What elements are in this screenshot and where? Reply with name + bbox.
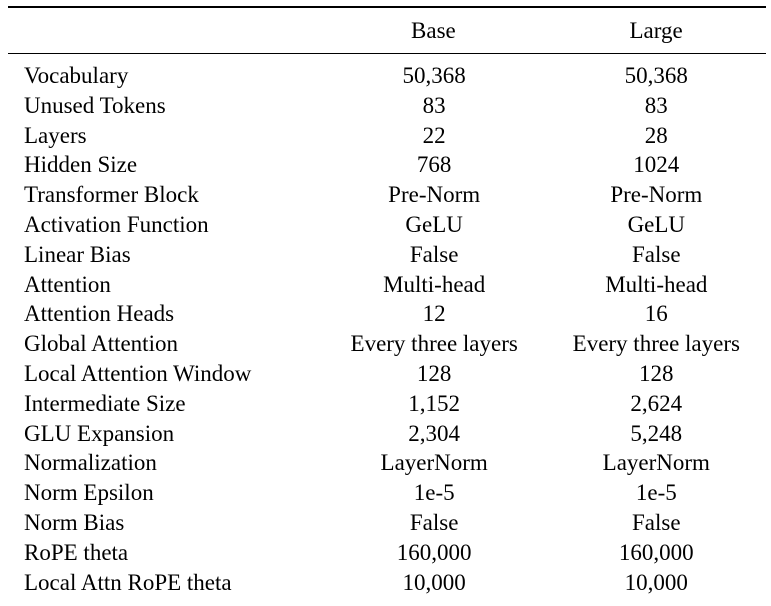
row-large-value: 160,000 [618,539,694,565]
row-large-value: 1024 [633,152,680,178]
row-base-value: 2,304 [408,420,461,446]
row-base-value: Pre-Norm [388,182,481,208]
row-label: Hidden Size [24,152,138,178]
table-row [8,240,766,270]
table-row [8,91,766,121]
row-base-value: 128 [416,360,452,386]
row-label: Norm Bias [24,509,125,535]
row-base-value: 160,000 [396,539,472,565]
row-large-value: False [632,241,681,267]
table-row [8,210,766,240]
row-label: Global Attention [24,331,178,357]
row-large-value: 2,624 [630,390,683,416]
row-label: Activation Function [24,211,209,237]
row-base-value: 1e-5 [413,480,455,506]
table-row [8,389,766,419]
row-large-value: 50,368 [624,63,688,88]
row-large-value: 1e-5 [635,480,677,506]
table-row [8,478,766,508]
header-row [8,8,766,53]
row-large-value: 28 [644,122,668,148]
row-base-value: GeLU [405,211,463,237]
row-base-value: 10,000 [402,569,466,595]
row-label: Unused Tokens [24,92,166,118]
row-base-value: 22 [422,122,446,148]
table-row [8,508,766,538]
table-row [8,121,766,151]
row-label: GLU Expansion [24,420,175,446]
row-large-value: Pre-Norm [610,182,703,208]
spacer-row [8,54,766,61]
table-row [8,150,766,180]
row-large-value: 16 [644,301,668,327]
header-large: Large [629,17,683,43]
config-table-container [8,6,766,597]
row-label: Transformer Block [24,182,199,208]
row-large-value: 83 [644,92,668,118]
row-large-value: 10,000 [624,569,688,595]
row-base-value: False [409,509,459,535]
header-base: Base [411,17,456,43]
row-label: Norm Epsilon [24,480,154,506]
row-label: Normalization [24,450,157,476]
row-base-value: 12 [422,301,446,327]
row-large-value: 128 [639,360,674,386]
row-base-value: LayerNorm [380,450,488,476]
row-label: Local Attention Window [24,360,252,386]
config-table-body [8,54,766,597]
row-large-value: GeLU [627,211,686,237]
table-row [8,538,766,568]
table-row [8,270,766,300]
row-large-value: 5,248 [630,420,683,446]
table-row [8,299,766,329]
row-label: Local Attn RoPE theta [24,569,232,595]
row-label: RoPE theta [24,539,129,565]
table-row [8,568,766,598]
row-large-value: Every three layers [572,331,740,357]
row-label: Linear Bias [24,241,131,267]
row-label: Attention Heads [24,301,175,327]
row-base-value: False [409,241,459,267]
table-row [8,61,766,91]
table-row [8,180,766,210]
table-row [8,359,766,389]
row-base-value: 50,368 [402,63,466,88]
header-label [8,8,321,53]
table-row [8,329,766,359]
table-row [8,419,766,449]
row-label: Intermediate Size [24,390,186,416]
table-row [8,448,766,478]
row-base-value: 768 [416,152,452,178]
row-large-value: False [632,509,681,535]
row-label: Layers [24,122,87,148]
row-large-value: LayerNorm [602,450,710,476]
row-label: Attention [24,271,111,297]
row-label: Vocabulary [24,63,129,88]
row-base-value: 1,152 [408,390,461,416]
row-large-value: Multi-head [605,271,708,297]
row-base-value: 83 [422,92,446,118]
config-table [8,8,766,53]
row-base-value: Multi-head [383,271,486,297]
row-base-value: Every three layers [350,331,518,357]
